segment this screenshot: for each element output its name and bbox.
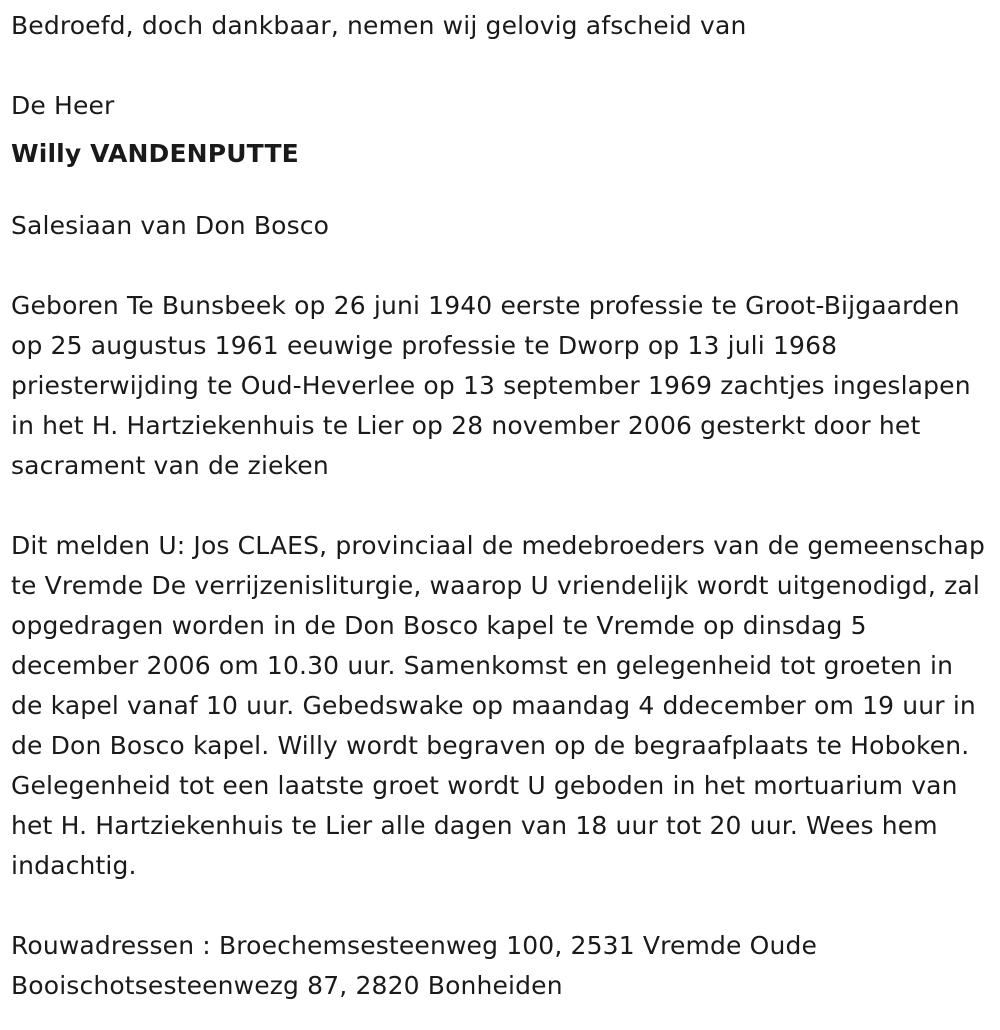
mourning-addresses: Rouwadressen : Broechemsesteenweg 100, 2531 Vremde Oude Booischotsesteenwezg 87, 2820 Bonheiden — [11, 931, 818, 1000]
role-line: Salesiaan van Don Bosco — [11, 211, 330, 240]
intro-line: Bedroefd, doch dankbaar, nemen wij gelovig afscheid van — [11, 11, 747, 40]
biography-paragraph: Geboren Te Bunsbeek op 26 juni 1940 eerste professie te Groot-Bijgaarden op 25 augustus 1961 eeuwige professie te Dworp op 13 juli 1968 priesterwijding te Oud-Heverlee op 13 september 1969 zachtjes ingeslapen in het H. Hartziekenhuis te Lier op 28 november 2006 gesterkt door het sacrament van de zieken — [11, 291, 971, 480]
obituary-notice — [11, 6, 986, 1006]
honorific: De Heer — [11, 91, 115, 120]
spacer — [11, 46, 986, 86]
announcement-paragraph: Dit melden U: Jos CLAES, provinciaal de medebroeders van de gemeenschap te Vremde De verrijzenisliturgie, waarop U vriendelijk wordt uitgenodigd, zal opgedragen worden in de Don Bosco kapel te Vremde op dinsdag 5 december 2006 om 10.30 uur. Samenkomst en gelegenheid tot groeten in de kapel vanaf 10 uur. Gebedswake op maandag 4 ddecember om 19 uur in de Don Bosco kapel. Willy wordt begraven op de begraafplaats te Hoboken. Gelegenheid tot een laatste groet wordt U geboden in het mortuarium van het H. Hartziekenhuis te Lier alle dagen van 18 uur tot 20 uur. Wees hem indachtig. — [11, 531, 986, 880]
spacer — [11, 246, 986, 286]
spacer — [11, 486, 986, 526]
deceased-name: Willy VANDENPUTTE — [11, 139, 299, 168]
spacer — [11, 174, 986, 206]
spacer — [11, 886, 986, 926]
